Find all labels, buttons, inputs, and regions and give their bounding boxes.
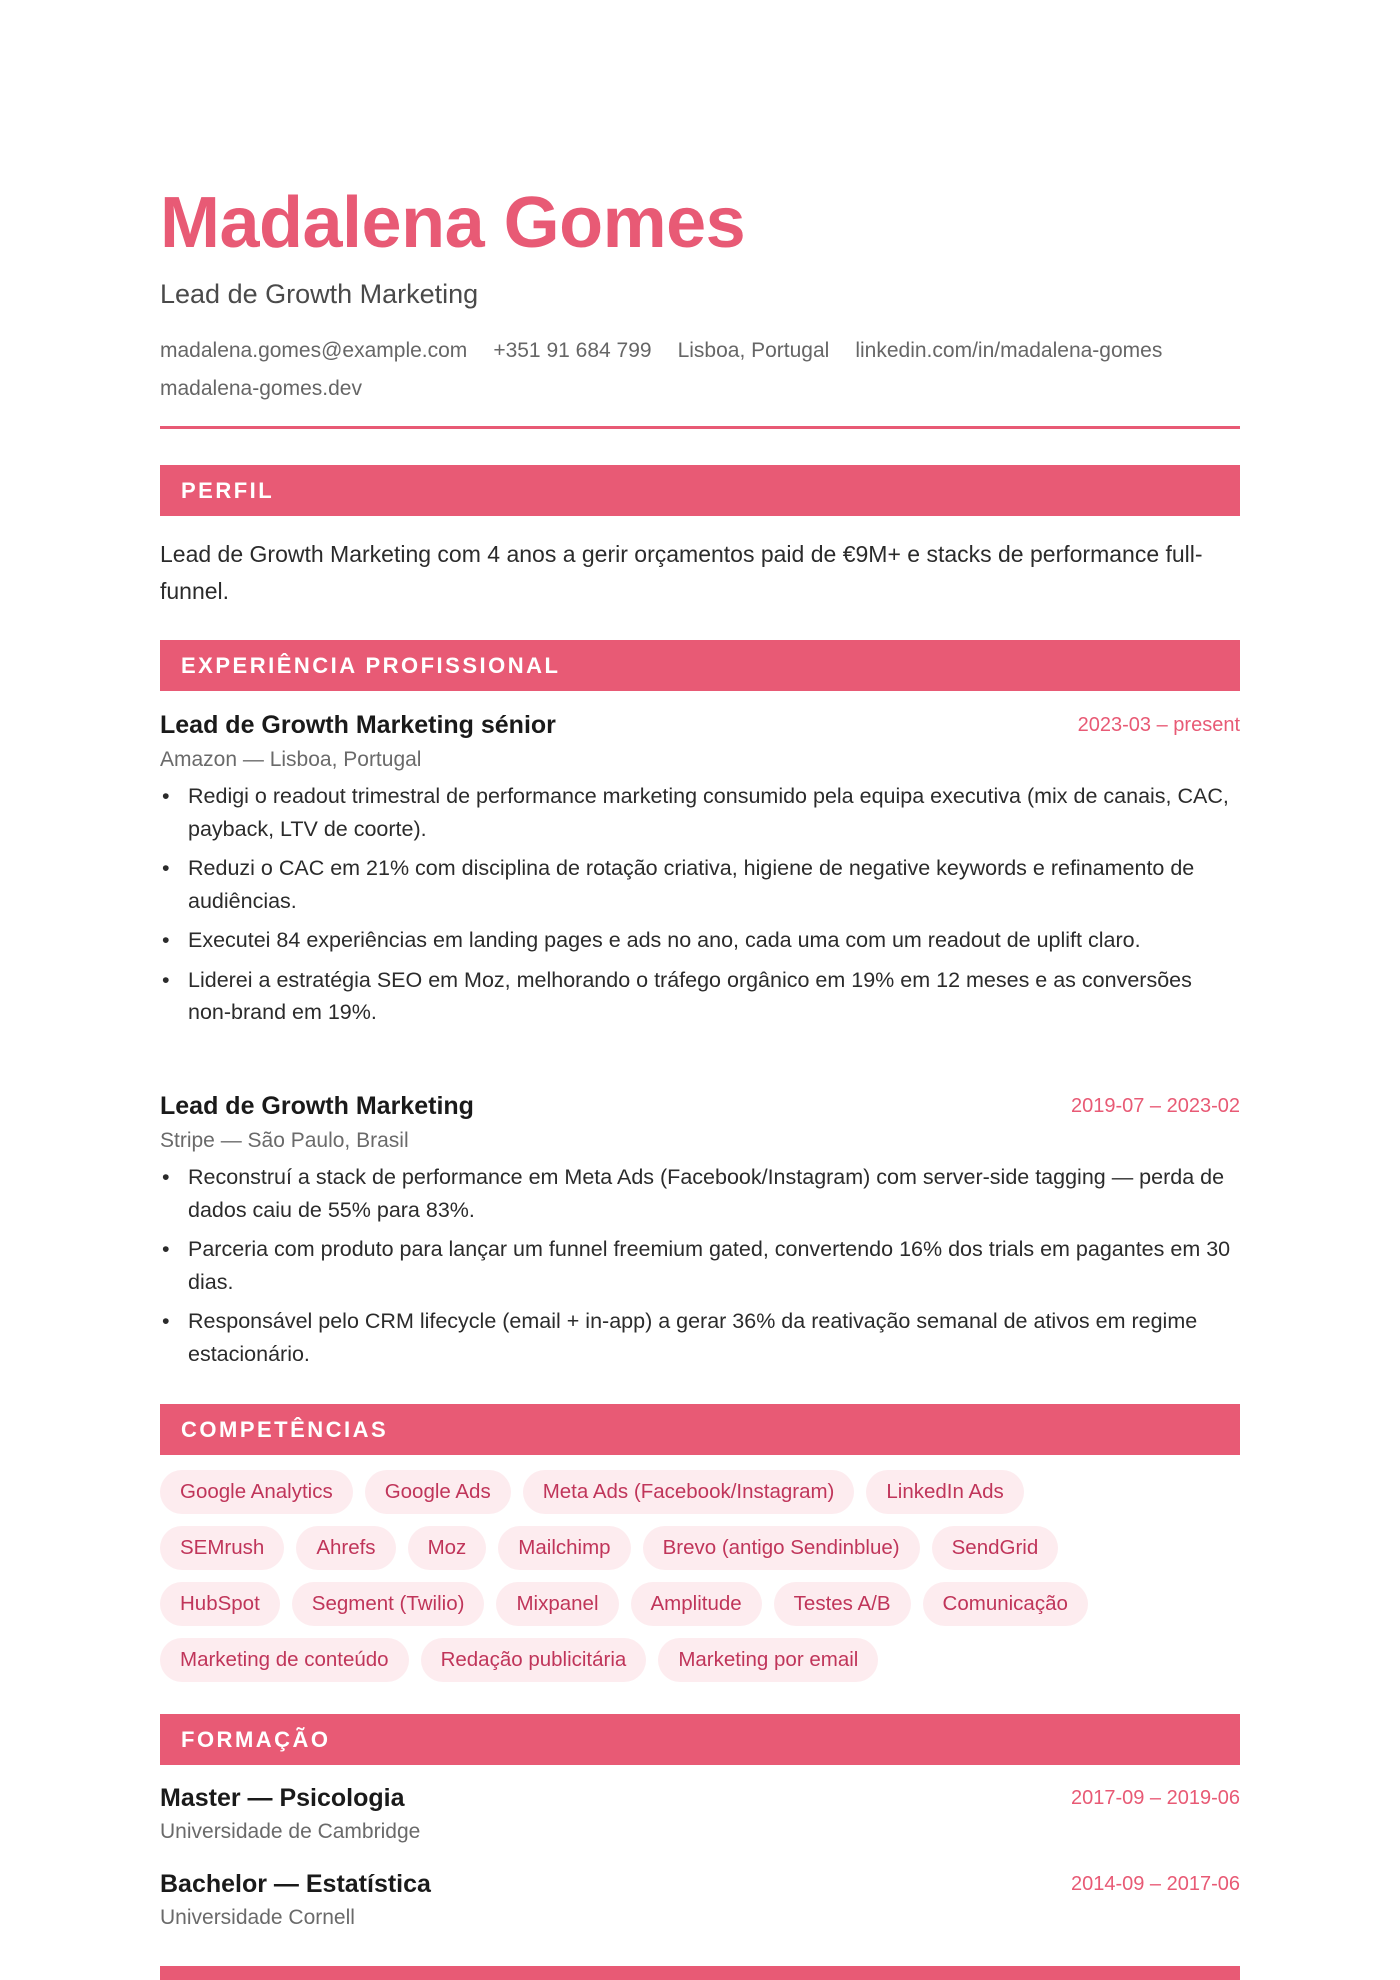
skills-row	[160, 1470, 1240, 1514]
job-bullets	[160, 780, 1240, 1029]
skill-chip: Google Ads	[365, 1470, 511, 1514]
job-dates: 2023-03 – present	[1077, 714, 1240, 736]
contact-website[interactable]: madalena-gomes.dev	[160, 377, 362, 400]
job-title: Lead de Growth Marketing	[160, 1092, 474, 1120]
skill-chip: Mixpanel	[496, 1582, 618, 1626]
candidate-title: Lead de Growth Marketing	[160, 279, 479, 309]
education-school: Universidade Cornell	[160, 1906, 355, 1929]
education-dates: 2014-09 – 2017-06	[1070, 1873, 1240, 1895]
job-bullet: • Liderei a estratégia SEO em Moz, melhorando o tráfego orgânico em 19% em 12 meses e as conversões non-brand em 19%.	[160, 964, 1240, 1029]
skill-chip: LinkedIn Ads	[866, 1470, 1023, 1514]
skill-chip: Amplitude	[631, 1582, 762, 1626]
skill-chip: Mailchimp	[498, 1526, 630, 1570]
section-header-skills: COMPETÊNCIAS	[160, 1404, 1240, 1455]
experience-item	[160, 1089, 1240, 1377]
job-organization: Stripe — São Paulo, Brasil	[160, 1129, 409, 1152]
contact-email[interactable]: madalena.gomes@example.com	[160, 339, 468, 362]
education-dates: 2017-09 – 2019-06	[1070, 1787, 1240, 1809]
skill-chip: Testes A/B	[774, 1582, 911, 1626]
skill-chip: Moz	[408, 1526, 487, 1570]
section-header-profile: PERFIL	[160, 465, 1240, 516]
profile-summary: Lead de Growth Marketing com 4 anos a gerir orçamentos paid de €9M+ e stacks de performance full-funnel.	[160, 541, 1203, 604]
job-dates: 2019-07 – 2023-02	[1070, 1095, 1240, 1117]
skills-row	[160, 1526, 1240, 1570]
education-school: Universidade de Cambridge	[160, 1820, 421, 1843]
next-section-header-edge	[160, 1966, 1240, 1980]
job-bullet: • Responsável pelo CRM lifecycle (email + in-app) a gerar 36% da reativação semanal de ativos em regime estacionário.	[160, 1305, 1240, 1370]
contact-line	[160, 332, 1240, 408]
education-degree: Master — Psicologia	[160, 1784, 405, 1812]
education-degree: Bachelor — Estatística	[160, 1870, 431, 1898]
contact-location: Lisboa, Portugal	[677, 339, 830, 362]
contact-phone[interactable]: +351 91 684 799	[493, 339, 652, 362]
skill-chip: Marketing de conteúdo	[160, 1638, 409, 1682]
skills-list	[160, 1470, 1240, 1694]
contact-linkedin[interactable]: linkedin.com/in/madalena-gomes	[855, 339, 1163, 362]
job-bullet: • Redigi o readout trimestral de performance marketing consumido pela equipa executiva (mix de canais, CAC, payback, LTV de coorte).	[160, 780, 1240, 845]
job-bullets	[160, 1161, 1240, 1370]
education-item	[160, 1781, 1240, 1849]
skill-chip: Comunicação	[923, 1582, 1088, 1626]
section-header-experience: EXPERIÊNCIA PROFISSIONAL	[160, 640, 1240, 691]
job-bullet: • Reconstruí a stack de performance em Meta Ads (Facebook/Instagram) com server-side tagging — perda de dados caiu de 55% para 83%.	[160, 1161, 1240, 1226]
skill-chip: Brevo (antigo Sendinblue)	[643, 1526, 920, 1570]
job-bullet: • Reduzi o CAC em 21% com disciplina de rotação criativa, higiene de negative keywords e refinamento de audiências.	[160, 852, 1240, 917]
candidate-name: Madalena Gomes	[160, 183, 746, 263]
skill-chip: Ahrefs	[296, 1526, 395, 1570]
skill-chip: SendGrid	[932, 1526, 1059, 1570]
skill-chip: SEMrush	[160, 1526, 284, 1570]
header-divider	[160, 426, 1240, 429]
skill-chip: Meta Ads (Facebook/Instagram)	[523, 1470, 855, 1514]
skill-chip: Marketing por email	[658, 1638, 878, 1682]
skill-chip: Redação publicitária	[421, 1638, 647, 1682]
experience-item	[160, 708, 1240, 1036]
skills-row	[160, 1582, 1240, 1626]
job-bullet: • Parceria com produto para lançar um funnel freemium gated, convertendo 16% dos trials em pagantes em 30 dias.	[160, 1233, 1240, 1298]
skill-chip: Google Analytics	[160, 1470, 353, 1514]
job-bullet: • Executei 84 experiências em landing pages e ads no ano, cada uma com um readout de uplift claro.	[160, 924, 1240, 957]
skills-row	[160, 1638, 1240, 1682]
section-header-education: FORMAÇÃO	[160, 1714, 1240, 1765]
education-item	[160, 1867, 1240, 1935]
skill-chip: HubSpot	[160, 1582, 280, 1626]
job-title: Lead de Growth Marketing sénior	[160, 711, 556, 739]
job-organization: Amazon — Lisboa, Portugal	[160, 748, 422, 771]
skill-chip: Segment (Twilio)	[292, 1582, 485, 1626]
